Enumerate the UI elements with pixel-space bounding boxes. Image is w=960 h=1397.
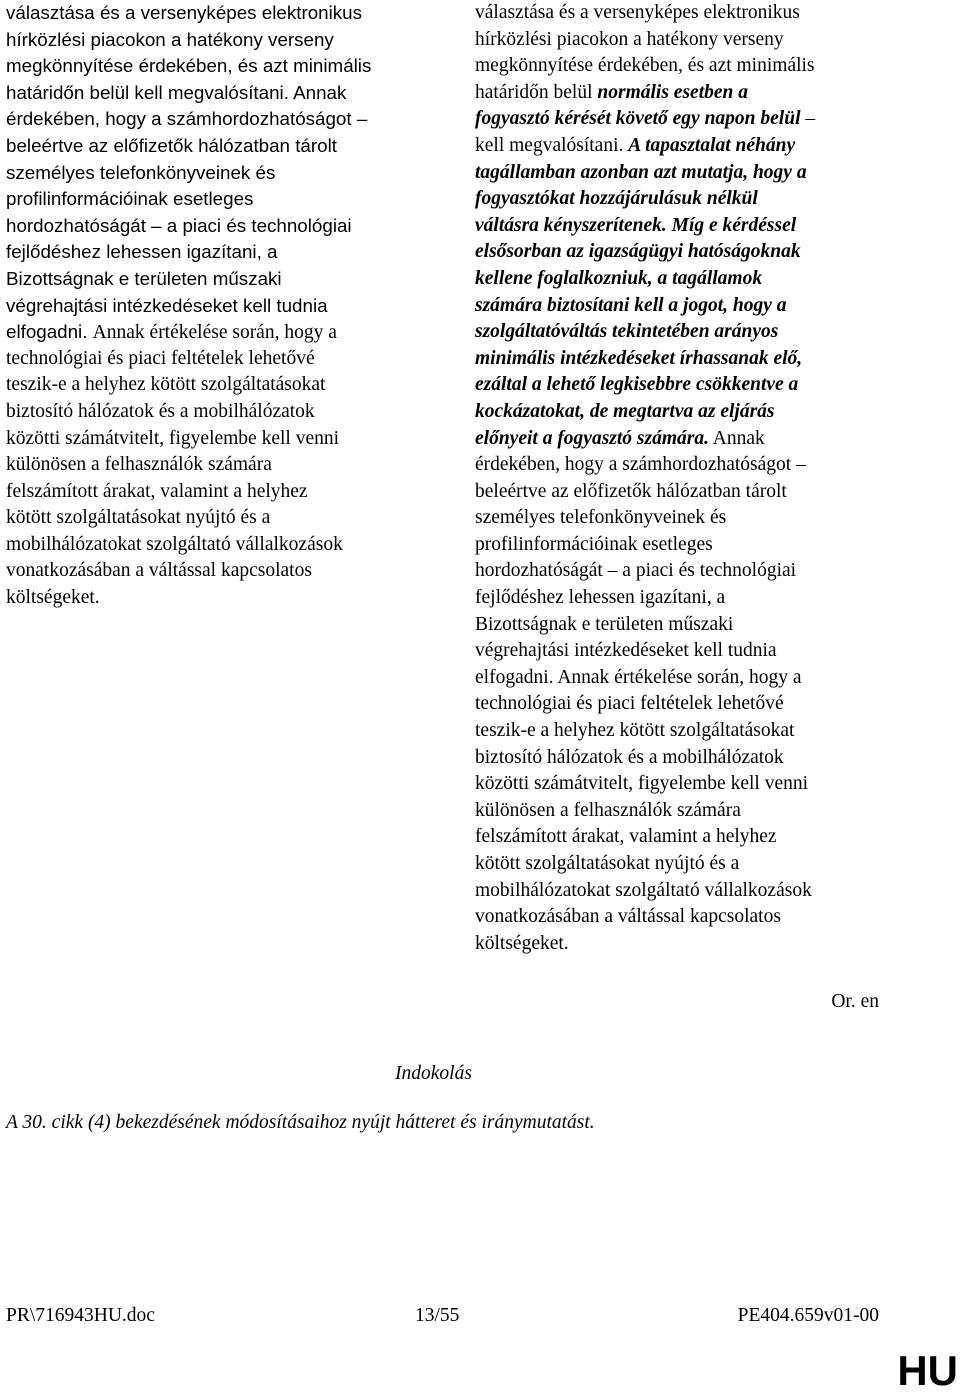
text-line xyxy=(475,904,815,931)
amended-text-segment: váltásra kényszerítenek. Míg e kérdéssel xyxy=(475,214,797,236)
text-segment: Annak értékelése során, hogy a xyxy=(92,322,337,344)
text-segment: vonatkozásában a váltással kapcsolatos xyxy=(475,906,781,928)
text-segment: felszámított árakat, valamint a helyhez xyxy=(6,480,308,502)
text-line xyxy=(475,558,815,585)
text-line xyxy=(475,106,815,133)
text-segment: fejlődéshez lehessen igazítani, a xyxy=(475,587,726,609)
text-line xyxy=(475,718,815,745)
text-line xyxy=(6,106,371,133)
text-segment: érdekében, hogy a számhordozhatóságot – xyxy=(475,454,806,476)
text-segment: költségeket. xyxy=(6,587,100,609)
amended-text-segment: fogyasztókat hozzájárulásuk nélkül xyxy=(475,188,758,210)
text-segment: kötött szolgáltatásokat nyújtó és a xyxy=(475,853,740,874)
text-line xyxy=(6,399,371,426)
text-segment: beleértve az előfizetők hálózatban tárolt xyxy=(475,480,787,502)
text-segment: profilinformációinak esetleges xyxy=(475,533,713,555)
amended-text-segment: A tapasztalat néhány xyxy=(628,134,796,156)
text-line xyxy=(6,0,371,27)
text-segment: mobilhálózatokat szolgáltató vállalkozások xyxy=(6,533,343,555)
text-line xyxy=(475,798,815,825)
text-segment: végrehajtási intézkedéseket kell tudnia xyxy=(6,294,328,316)
text-segment: – xyxy=(800,108,816,130)
text-line xyxy=(6,558,371,585)
text-segment: teszik-e a helyhez kötött szolgáltatásokat xyxy=(6,374,326,396)
amended-text-segment: szolgáltatóváltás tekintetében arányos xyxy=(475,321,779,343)
justification-text: A 30. cikk (4) bekezdésének módosításaihoz nyújt hátteret és iránymutatást. xyxy=(6,1112,595,1133)
text-segment: megkönnyítése érdekében, és azt minimális xyxy=(475,55,815,77)
text-segment: fejlődéshez lehessen igazítani, a xyxy=(6,241,278,263)
text-segment: határidőn belül kell megvalósítani. Annak xyxy=(6,81,347,103)
text-line xyxy=(475,824,815,851)
amended-text-segment: előnyeit a fogyasztó számára. xyxy=(475,427,709,449)
text-segment: felszámított árakat, valamint a helyhez xyxy=(475,826,777,848)
text-line xyxy=(475,399,815,426)
text-segment: megkönnyítése érdekében, és azt minimális xyxy=(6,55,372,77)
text-line xyxy=(6,133,371,160)
text-segment: végrehajtási intézkedéseket kell tudnia xyxy=(475,640,777,662)
right-column-amended-text xyxy=(475,0,815,957)
amended-text-segment: kellene foglalkozniuk, a tagállamok xyxy=(475,267,763,289)
text-line xyxy=(6,585,371,612)
text-line xyxy=(475,293,815,320)
text-segment: hordozhatóságát – a piaci és technológiai xyxy=(6,214,352,236)
text-segment: hírközlési piacokon a hatékony verseny xyxy=(475,28,784,50)
text-segment: személyes telefonkönyveinek és xyxy=(475,507,727,529)
text-segment: Annak xyxy=(709,427,765,449)
text-segment: választása és a versenyképes elektronikus xyxy=(6,2,362,23)
text-segment: választása és a versenyképes elektronikus xyxy=(475,2,800,23)
text-line xyxy=(6,186,371,213)
text-line xyxy=(6,532,371,559)
text-line xyxy=(475,931,815,958)
text-line xyxy=(475,426,815,453)
text-line xyxy=(475,452,815,479)
amended-text-segment: számára biztosítani kell a jogot, hogy a xyxy=(475,294,787,316)
justification-heading: Indokolás xyxy=(395,1063,472,1084)
text-segment: különösen a felhasználók számára xyxy=(6,454,272,476)
amended-text-segment: fogyasztó kérését követő egy napon belül xyxy=(475,108,801,130)
text-segment: elfogadni. xyxy=(6,321,93,343)
text-line xyxy=(475,213,815,240)
text-line xyxy=(475,851,815,878)
text-segment: érdekében, hogy a számhordozhatóságot – xyxy=(6,108,368,130)
text-segment: hordozhatóságát – a piaci és technológiai xyxy=(475,560,797,582)
text-line xyxy=(475,505,815,532)
text-line xyxy=(475,346,815,373)
amended-text-segment: elsősorban az igazságügyi hatóságoknak xyxy=(475,241,801,263)
text-segment: kötött szolgáltatásokat nyújtó és a xyxy=(6,507,271,529)
text-line xyxy=(475,160,815,187)
text-segment: közötti számátvitelt, figyelembe kell venni xyxy=(475,773,809,795)
text-segment: teszik-e a helyhez kötött szolgáltatásokat xyxy=(475,720,795,742)
text-line xyxy=(475,53,815,80)
text-line xyxy=(475,745,815,772)
text-line xyxy=(475,80,815,107)
text-line xyxy=(6,80,371,107)
text-segment: Bizottságnak e területen műszaki xyxy=(6,267,282,289)
text-line xyxy=(6,266,371,293)
left-column-original-text xyxy=(6,0,371,612)
amended-text-segment: tagállamban azonban azt mutatja, hogy a xyxy=(475,161,807,183)
amended-text-segment: normális esetben a xyxy=(597,81,748,103)
amended-text-segment: ezáltal a lehető legkisebbre csökkentve a xyxy=(475,374,799,396)
text-line xyxy=(475,27,815,54)
text-line xyxy=(475,266,815,293)
text-segment: beleértve az előfizetők hálózatban tárolt xyxy=(6,134,337,156)
text-line xyxy=(6,346,371,373)
amended-text-segment: kockázatokat, de megtartva az eljárás xyxy=(475,400,775,422)
original-language-note: Or. en xyxy=(831,991,879,1012)
text-line xyxy=(6,426,371,453)
text-line xyxy=(475,691,815,718)
text-line xyxy=(6,479,371,506)
text-line xyxy=(6,319,371,346)
text-segment: határidőn belül xyxy=(475,81,598,103)
text-segment: profilinformációinak esetleges xyxy=(6,188,254,210)
text-line xyxy=(475,585,815,612)
text-line xyxy=(475,186,815,213)
text-segment: biztosító hálózatok és a mobilhálózatok xyxy=(6,400,315,422)
footer-page-number: 13/55 xyxy=(415,1305,460,1326)
text-line xyxy=(6,293,371,320)
text-segment: elfogadni. Annak értékelése során, hogy a xyxy=(475,666,802,688)
text-segment: hírközlési piacokon a hatékony verseny xyxy=(6,28,334,50)
text-line xyxy=(6,239,371,266)
text-line xyxy=(475,612,815,639)
text-segment: Bizottságnak e területen műszaki xyxy=(475,613,734,635)
text-segment: különösen a felhasználók számára xyxy=(475,799,741,821)
text-line xyxy=(475,479,815,506)
amended-text-segment: minimális intézkedéseket írhassanak elő, xyxy=(475,347,803,369)
text-line xyxy=(475,372,815,399)
text-line xyxy=(6,160,371,187)
text-line xyxy=(475,665,815,692)
text-segment: technológiai és piaci feltételek lehetővé xyxy=(6,347,315,369)
footer-pe-reference: PE404.659v01-00 xyxy=(737,1305,879,1326)
text-segment: vonatkozásában a váltással kapcsolatos xyxy=(6,560,312,582)
text-line xyxy=(475,771,815,798)
text-line xyxy=(475,133,815,160)
text-line xyxy=(475,878,815,905)
language-code: HU xyxy=(897,1347,958,1394)
text-segment: költségeket. xyxy=(475,932,569,954)
text-line xyxy=(475,0,815,27)
text-line xyxy=(6,505,371,532)
text-segment: kell megvalósítani. xyxy=(475,134,629,156)
text-line xyxy=(6,372,371,399)
text-line xyxy=(6,213,371,240)
text-line xyxy=(475,638,815,665)
text-segment: technológiai és piaci feltételek lehetővé xyxy=(475,693,784,715)
text-line xyxy=(6,452,371,479)
text-segment: biztosító hálózatok és a mobilhálózatok xyxy=(475,746,784,768)
footer-document-reference: PR\716943HU.doc xyxy=(6,1305,155,1326)
text-segment: mobilhálózatokat szolgáltató vállalkozások xyxy=(475,879,812,901)
text-line xyxy=(6,27,371,54)
text-line xyxy=(475,532,815,559)
text-line xyxy=(475,239,815,266)
text-line xyxy=(6,53,371,80)
text-line xyxy=(475,319,815,346)
text-segment: közötti számátvitelt, figyelembe kell venni xyxy=(6,427,340,449)
text-segment: személyes telefonkönyveinek és xyxy=(6,161,276,183)
